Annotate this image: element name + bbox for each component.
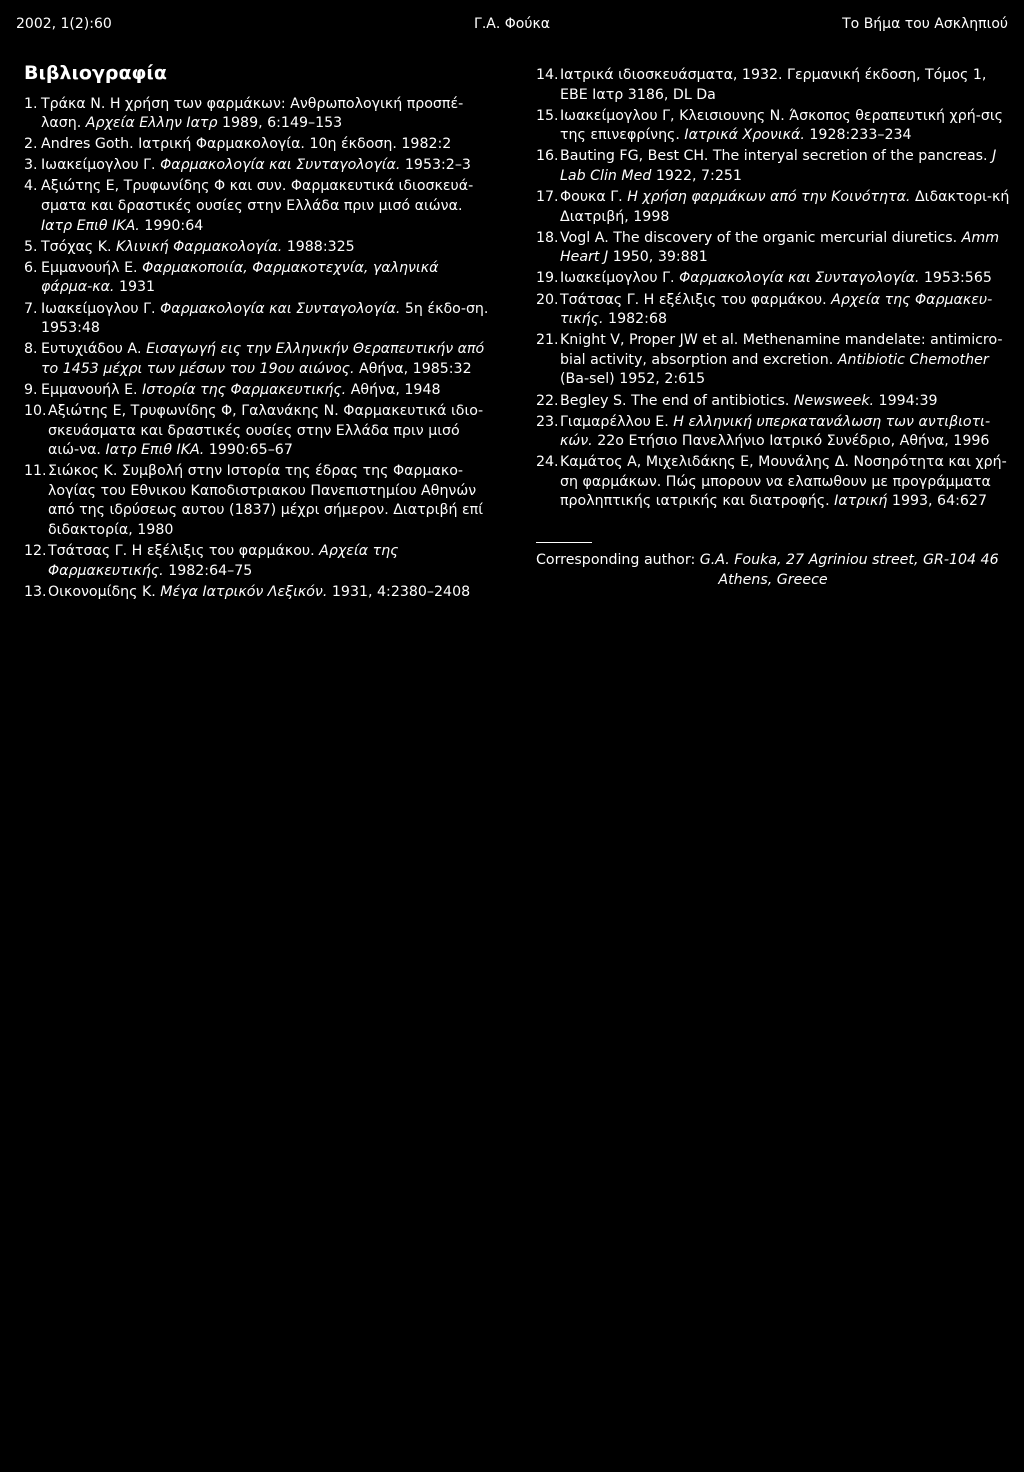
reference-details: 5η έκδο-ση. 1953:48 xyxy=(41,300,489,337)
reference-item xyxy=(536,66,1010,105)
reference-item xyxy=(24,542,494,581)
reference-text: Εμμανουήλ Ε. xyxy=(41,381,143,398)
reference-source: Ιατρ Επιθ ΙΚΑ. xyxy=(41,217,140,234)
reference-number: 9. xyxy=(24,381,38,398)
reference-source: Ιατρική xyxy=(834,493,888,510)
page-header xyxy=(16,16,1008,36)
reference-details: Διδακτορι-κή Διατριβή, 1998 xyxy=(560,189,1010,225)
reference-text: Φουκα Γ. xyxy=(560,189,628,206)
reference-details: 1931, 4:2380–2408 xyxy=(327,583,471,600)
reference-number: 23. xyxy=(536,413,559,430)
reference-source: Μέγα Ιατρικόν Λεξικόν. xyxy=(160,583,328,600)
corresponding-city: Athens, Greece xyxy=(718,571,828,588)
reference-item xyxy=(536,188,1010,227)
reference-number: 11. xyxy=(24,463,47,480)
left-column xyxy=(24,64,494,604)
reference-text: Γιαμαρέλλου Ε. xyxy=(560,413,674,430)
reference-text: Τράκα Ν. Η χρήση των φαρμάκων: Ανθρωπολογική προσπέ-λαση. xyxy=(41,95,464,132)
reference-source: Κλινική Φαρμακολογία. xyxy=(116,238,283,255)
reference-item xyxy=(536,331,1010,390)
reference-source: Ιστορία της Φαρμακευτικής. xyxy=(142,381,347,398)
reference-details: 1990:64 xyxy=(139,217,204,234)
reference-source: J Lab Clin Med xyxy=(560,148,997,184)
reference-source: Antibiotic Chemother xyxy=(837,351,989,368)
footnote-divider xyxy=(536,542,592,543)
reference-number: 6. xyxy=(24,259,38,276)
reference-details: 1928:233–234 xyxy=(804,127,912,144)
reference-details: 1953:2–3 xyxy=(400,157,471,174)
reference-details: 22ο Ετήσιο Πανελλήνιο Ιατρικό Συνέδριο, Αθήνα, 1996 xyxy=(592,433,990,450)
reference-details: 1982:68 xyxy=(603,311,667,328)
reference-text: Andres Goth. Ιατρική Φαρμακολογία. 10η έκδοση. 1982:2 xyxy=(41,136,452,153)
reference-details: (Ba-sel) 1952, 2:615 xyxy=(560,371,706,388)
reference-item xyxy=(24,177,494,236)
reference-item xyxy=(24,402,494,461)
section-title: Βιβλιογραφία xyxy=(24,62,167,84)
reference-details: 1922, 7:251 xyxy=(651,167,742,184)
reference-details: 1988:325 xyxy=(282,238,355,255)
reference-number: 17. xyxy=(536,189,559,206)
reference-number: 1. xyxy=(24,95,38,112)
reference-number: 8. xyxy=(24,341,38,358)
reference-number: 10. xyxy=(24,403,47,419)
reference-text: Vogl A. The discovery of the organic mercurial diuretics. xyxy=(560,229,962,246)
reference-details: 1950, 39:881 xyxy=(608,249,708,266)
reference-item xyxy=(536,229,1010,268)
corresponding-author xyxy=(536,551,1010,571)
reference-source: Η ελληνική υπερκατανάλωση των αντιβιοτι-κών. xyxy=(560,413,991,450)
reference-number: 5. xyxy=(24,238,38,255)
reference-text: Ιωακείμογλου Γ. xyxy=(41,157,161,174)
reference-source: Φαρμακολογία και Συνταγολογία. xyxy=(679,270,920,287)
reference-source: Φαρμακολογία και Συνταγολογία. xyxy=(160,300,401,317)
reference-text: Bauting FG, Best CH. The interyal secretion of the pancreas. xyxy=(560,148,993,165)
reference-number: 24. xyxy=(536,454,559,471)
reference-details: 1990:65–67 xyxy=(204,442,293,459)
reference-number: 14. xyxy=(536,67,559,83)
reference-item xyxy=(536,413,1010,452)
reference-details: 1994:39 xyxy=(874,392,938,409)
reference-number: 19. xyxy=(536,270,559,287)
reference-text: Ευτυχιάδου Α. xyxy=(41,341,147,358)
reference-text: Τσόχας Κ. xyxy=(41,238,117,255)
reference-source: Αρχεία Ελλην Ιατρ xyxy=(85,115,218,132)
reference-source: Newsweek. xyxy=(793,392,875,409)
reference-item xyxy=(24,300,494,339)
header-journal: Το Βήμα του Ασκληπιού xyxy=(842,16,1008,32)
reference-number: 20. xyxy=(536,291,559,308)
reference-list-left xyxy=(24,95,494,603)
reference-text: Σιώκος Κ. Συμβολή στην Ιστορία της έδρας της Φαρμακο-λογίας του Εθνικου Καποδιστριακου Πανεπιστημίου Αθηνών από της ιδρύσεως αυτου (1837) μέχρι σήμερον. Διατριβή επί διδακτορία, 1980 xyxy=(48,463,484,539)
reference-item xyxy=(536,107,1010,146)
reference-details: Αθήνα, 1985:32 xyxy=(354,360,472,377)
reference-details: 1953:565 xyxy=(919,270,992,287)
reference-number: 18. xyxy=(536,229,559,246)
reference-item xyxy=(24,95,494,134)
corresponding-label: Corresponding author: xyxy=(536,552,700,569)
reference-source: Ιατρ Επιθ ΙΚΑ. xyxy=(105,442,205,459)
reference-number: 22. xyxy=(536,392,559,409)
reference-item xyxy=(536,269,1010,289)
reference-details: 1989, 6:149–153 xyxy=(217,115,343,132)
right-column xyxy=(536,66,1010,590)
header-author: Γ.Α. Φούκα xyxy=(474,16,550,32)
reference-item xyxy=(536,291,1010,330)
reference-text: Τσάτσας Γ. Η εξέλιξις του φαρμάκου. xyxy=(48,543,320,560)
reference-details: 1993, 64:627 xyxy=(887,493,987,510)
reference-text: Ιατρικά ιδιοσκευάσματα, 1932. Γερμανική έκδοση, Τόμος 1, ΕΒΕ Ιατρ 3186, DL Da xyxy=(560,67,987,103)
reference-number: 21. xyxy=(536,332,559,349)
reference-text: Ιωακείμογλου Γ. xyxy=(560,270,680,287)
reference-list-right xyxy=(536,66,1010,512)
reference-number: 2. xyxy=(24,136,38,153)
reference-text: Begley S. The end of antibiotics. xyxy=(560,392,794,409)
reference-item xyxy=(536,392,1010,412)
header-year-issue: 2002, 1(2):60 xyxy=(16,16,112,32)
reference-item xyxy=(24,156,494,176)
reference-details: 1982:64–75 xyxy=(163,562,253,579)
reference-source: Εισαγωγή εις την Ελληνικήν Θεραπευτικήν από το 1453 μέχρι των μέσων του 19ου αιώνος. xyxy=(41,341,485,377)
reference-text: Οικονομίδης Κ. xyxy=(48,583,161,600)
reference-source: Αρχεία της Φαρμακευ-τικής. xyxy=(560,291,993,328)
reference-text: Τσάτσας Γ. Η εξέλιξις του φαρμάκου. xyxy=(560,291,832,308)
reference-number: 3. xyxy=(24,157,38,174)
reference-item xyxy=(24,340,494,379)
reference-item xyxy=(24,259,494,298)
reference-item xyxy=(536,147,1010,186)
corresponding-address: G.A. Fouka, 27 Agriniou street, GR-104 46 xyxy=(699,552,999,569)
reference-item xyxy=(24,462,494,540)
reference-item xyxy=(536,453,1010,512)
reference-source: Φαρμακολογία και Συνταγολογία. xyxy=(160,157,401,174)
reference-number: 4. xyxy=(24,178,38,195)
reference-text: Καμάτος Α, Μιχελιδάκης Ε, Μουνάλης Δ. Νοσηρότητα και χρή-ση φαρμάκων. Πώς μπορουν να ελαπωθουν με προγράμματα προληπτικής ιατρικής και διατροφής. xyxy=(560,454,1007,510)
reference-item xyxy=(24,238,494,258)
reference-number: 16. xyxy=(536,148,559,165)
reference-text: Ιωακείμογλου Γ, Κλεισιουνης Ν. Άσκοπος θεραπευτική χρή-σις της επινεφρίνης. xyxy=(560,107,1003,144)
reference-item xyxy=(24,135,494,155)
reference-source: Amm Heart J xyxy=(560,229,1000,266)
reference-source: Η χρήση φαρμάκων από την Κοινότητα. xyxy=(627,189,911,206)
reference-number: 7. xyxy=(24,300,38,317)
reference-source: Αρχεία της Φαρμακευτικής. xyxy=(48,543,399,579)
reference-source: Φαρμακοποιία, Φαρμακοτεχνία, γαληνικά φάρμα-κα. xyxy=(41,259,439,296)
reference-details: Αθήνα, 1948 xyxy=(346,381,441,398)
reference-number: 12. xyxy=(24,543,47,560)
reference-text: Αξιώτης Ε, Τρυφωνίδης Φ και συν. Φαρμακευτικά ιδιοσκευά-σματα και δραστικές ουσίες στην Ελλάδα πριν μισό αιώνα. xyxy=(41,178,474,215)
reference-item xyxy=(24,583,494,603)
reference-text: Αξιώτης Ε, Τρυφωνίδης Φ, Γαλανάκης Ν. Φαρμακευτικά ιδιο-σκευάσματα και δραστικές ουσίες στην Ελλάδα πριν μισό αιώ-να. xyxy=(48,403,484,459)
reference-details: 1931 xyxy=(114,279,156,296)
reference-item xyxy=(24,381,494,401)
reference-text: Knight V, Proper JW et al. Methenamine mandelate: antimicro-bial activity, absorption and excretion. xyxy=(560,332,1003,368)
reference-text: Ιωακείμογλου Γ. xyxy=(41,300,161,317)
reference-number: 15. xyxy=(536,107,559,124)
reference-source: Ιατρικά Χρονικά. xyxy=(684,127,805,144)
reference-text: Εμμανουήλ Ε. xyxy=(41,259,143,276)
reference-number: 13. xyxy=(24,583,47,600)
